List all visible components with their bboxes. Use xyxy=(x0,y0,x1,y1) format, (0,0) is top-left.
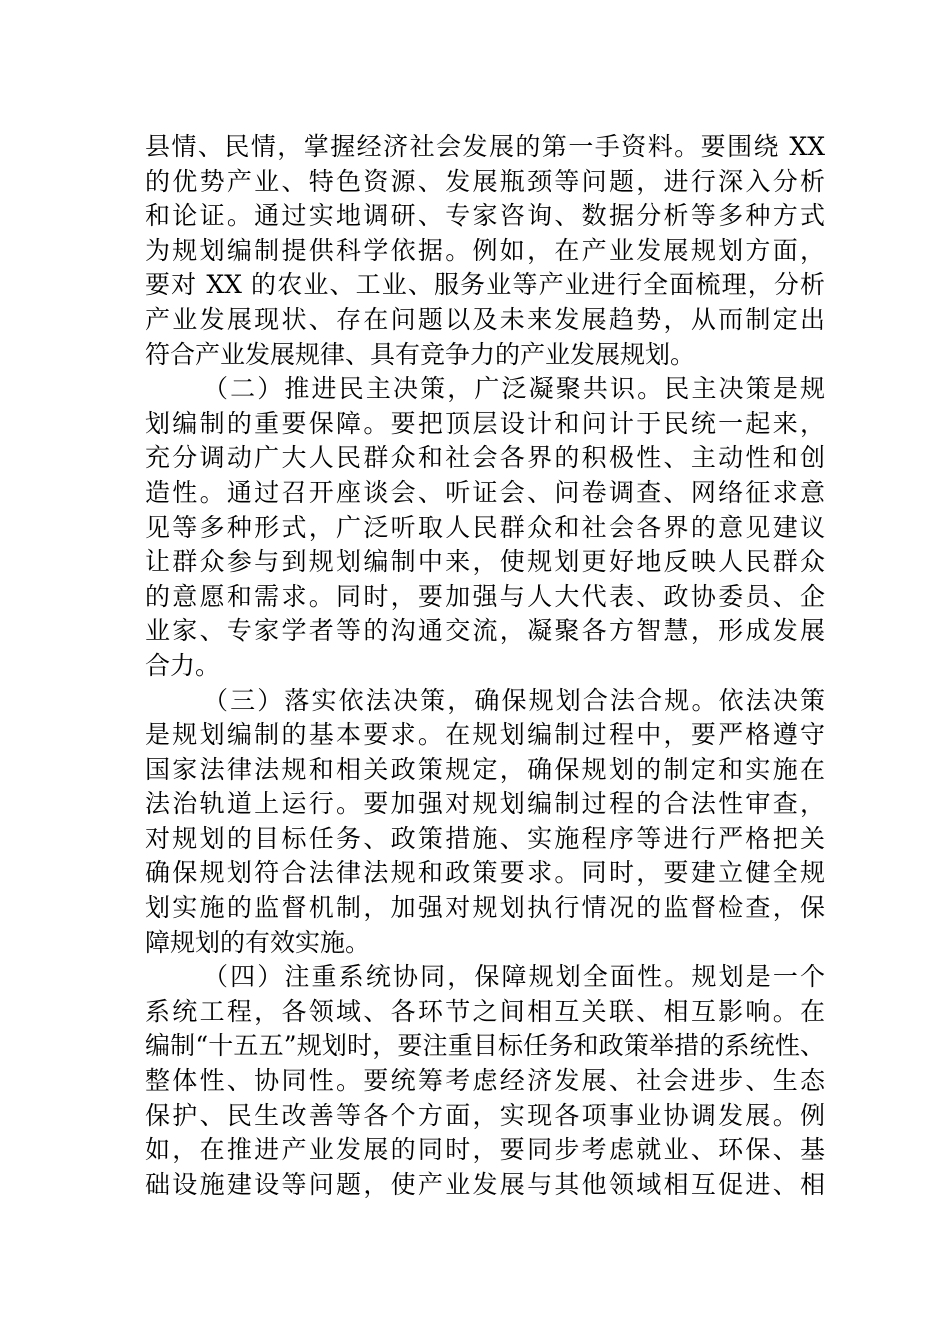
text-line: 划实施的监督机制，加强对规划执行情况的监督检查，保 xyxy=(145,893,825,923)
text-line: 要对 XX 的农业、工业、服务业等产业进行全面梳理，分析 xyxy=(145,270,825,300)
document-body xyxy=(145,130,825,1202)
text-line: 是规划编制的基本要求。在规划编制过程中，要严格遵守 xyxy=(145,720,825,750)
text-line: 确保规划符合法律法规和政策要求。同时，要建立健全规 xyxy=(145,858,825,888)
text-line: 符合产业发展规律、具有竞争力的产业发展规划。 xyxy=(145,339,696,369)
text-line: 造性。通过召开座谈会、听证会、问卷调查、网络征求意 xyxy=(145,477,825,507)
text-line: 县情、民情，掌握经济社会发展的第一手资料。要围绕 XX xyxy=(145,132,825,161)
section-heading-line: （二）推进民主决策，广泛凝聚共识。民主决策是规 xyxy=(203,374,825,404)
text-line: 的意愿和需求。同时，要加强与人大代表、政协委员、企 xyxy=(145,581,825,611)
text-line: 础设施建设等问题，使产业发展与其他领域相互促进、相 xyxy=(145,1169,825,1199)
text-line: 见等多种形式，广泛听取人民群众和社会各界的意见建议 xyxy=(145,512,825,542)
text-line: 和论证。通过实地调研、专家咨询、数据分析等多种方式 xyxy=(145,201,825,231)
text-line: 对规划的目标任务、政策措施、实施程序等进行严格把关 xyxy=(145,823,825,853)
section-heading-line: （三）落实依法决策，确保规划合法合规。依法决策 xyxy=(203,685,825,715)
text-line: 编制“十五五”规划时，要注重目标任务和政策举措的系统性、 xyxy=(145,1031,825,1061)
text-line: 充分调动广大人民群众和社会各界的积极性、主动性和创 xyxy=(145,443,825,473)
text-line: 的优势产业、特色资源、发展瓶颈等问题，进行深入分析 xyxy=(145,166,825,196)
text-line: 障规划的有效实施。 xyxy=(145,927,371,957)
text-line: 国家法律法规和相关政策规定，确保规划的制定和实施在 xyxy=(145,754,825,784)
section-heading-line: （四）注重系统协同，保障规划全面性。规划是一个 xyxy=(203,962,825,992)
text-line: 法治轨道上运行。要加强对规划编制过程的合法性审查， xyxy=(145,789,825,819)
text-line: 整体性、协同性。要统筹考虑经济发展、社会进步、生态 xyxy=(145,1066,825,1096)
text-line: 业家、专家学者等的沟通交流，凝聚各方智慧，形成发展 xyxy=(145,616,825,646)
text-line: 如，在推进产业发展的同时，要同步考虑就业、环保、基 xyxy=(145,1135,825,1165)
text-line: 合力。 xyxy=(145,650,221,680)
text-line: 系统工程，各领域、各环节之间相互关联、相互影响。在 xyxy=(145,996,825,1026)
text-line: 保护、民生改善等各个方面，实现各项事业协调发展。例 xyxy=(145,1100,825,1130)
text-line: 让群众参与到规划编制中来，使规划更好地反映人民群众 xyxy=(145,547,825,577)
text-line: 产业发展现状、存在问题以及未来发展趋势，从而制定出 xyxy=(145,304,825,334)
text-line: 为规划编制提供科学依据。例如，在产业发展规划方面， xyxy=(145,235,825,265)
text-line: 划编制的重要保障。要把顶层设计和问计于民统一起来， xyxy=(145,408,825,438)
